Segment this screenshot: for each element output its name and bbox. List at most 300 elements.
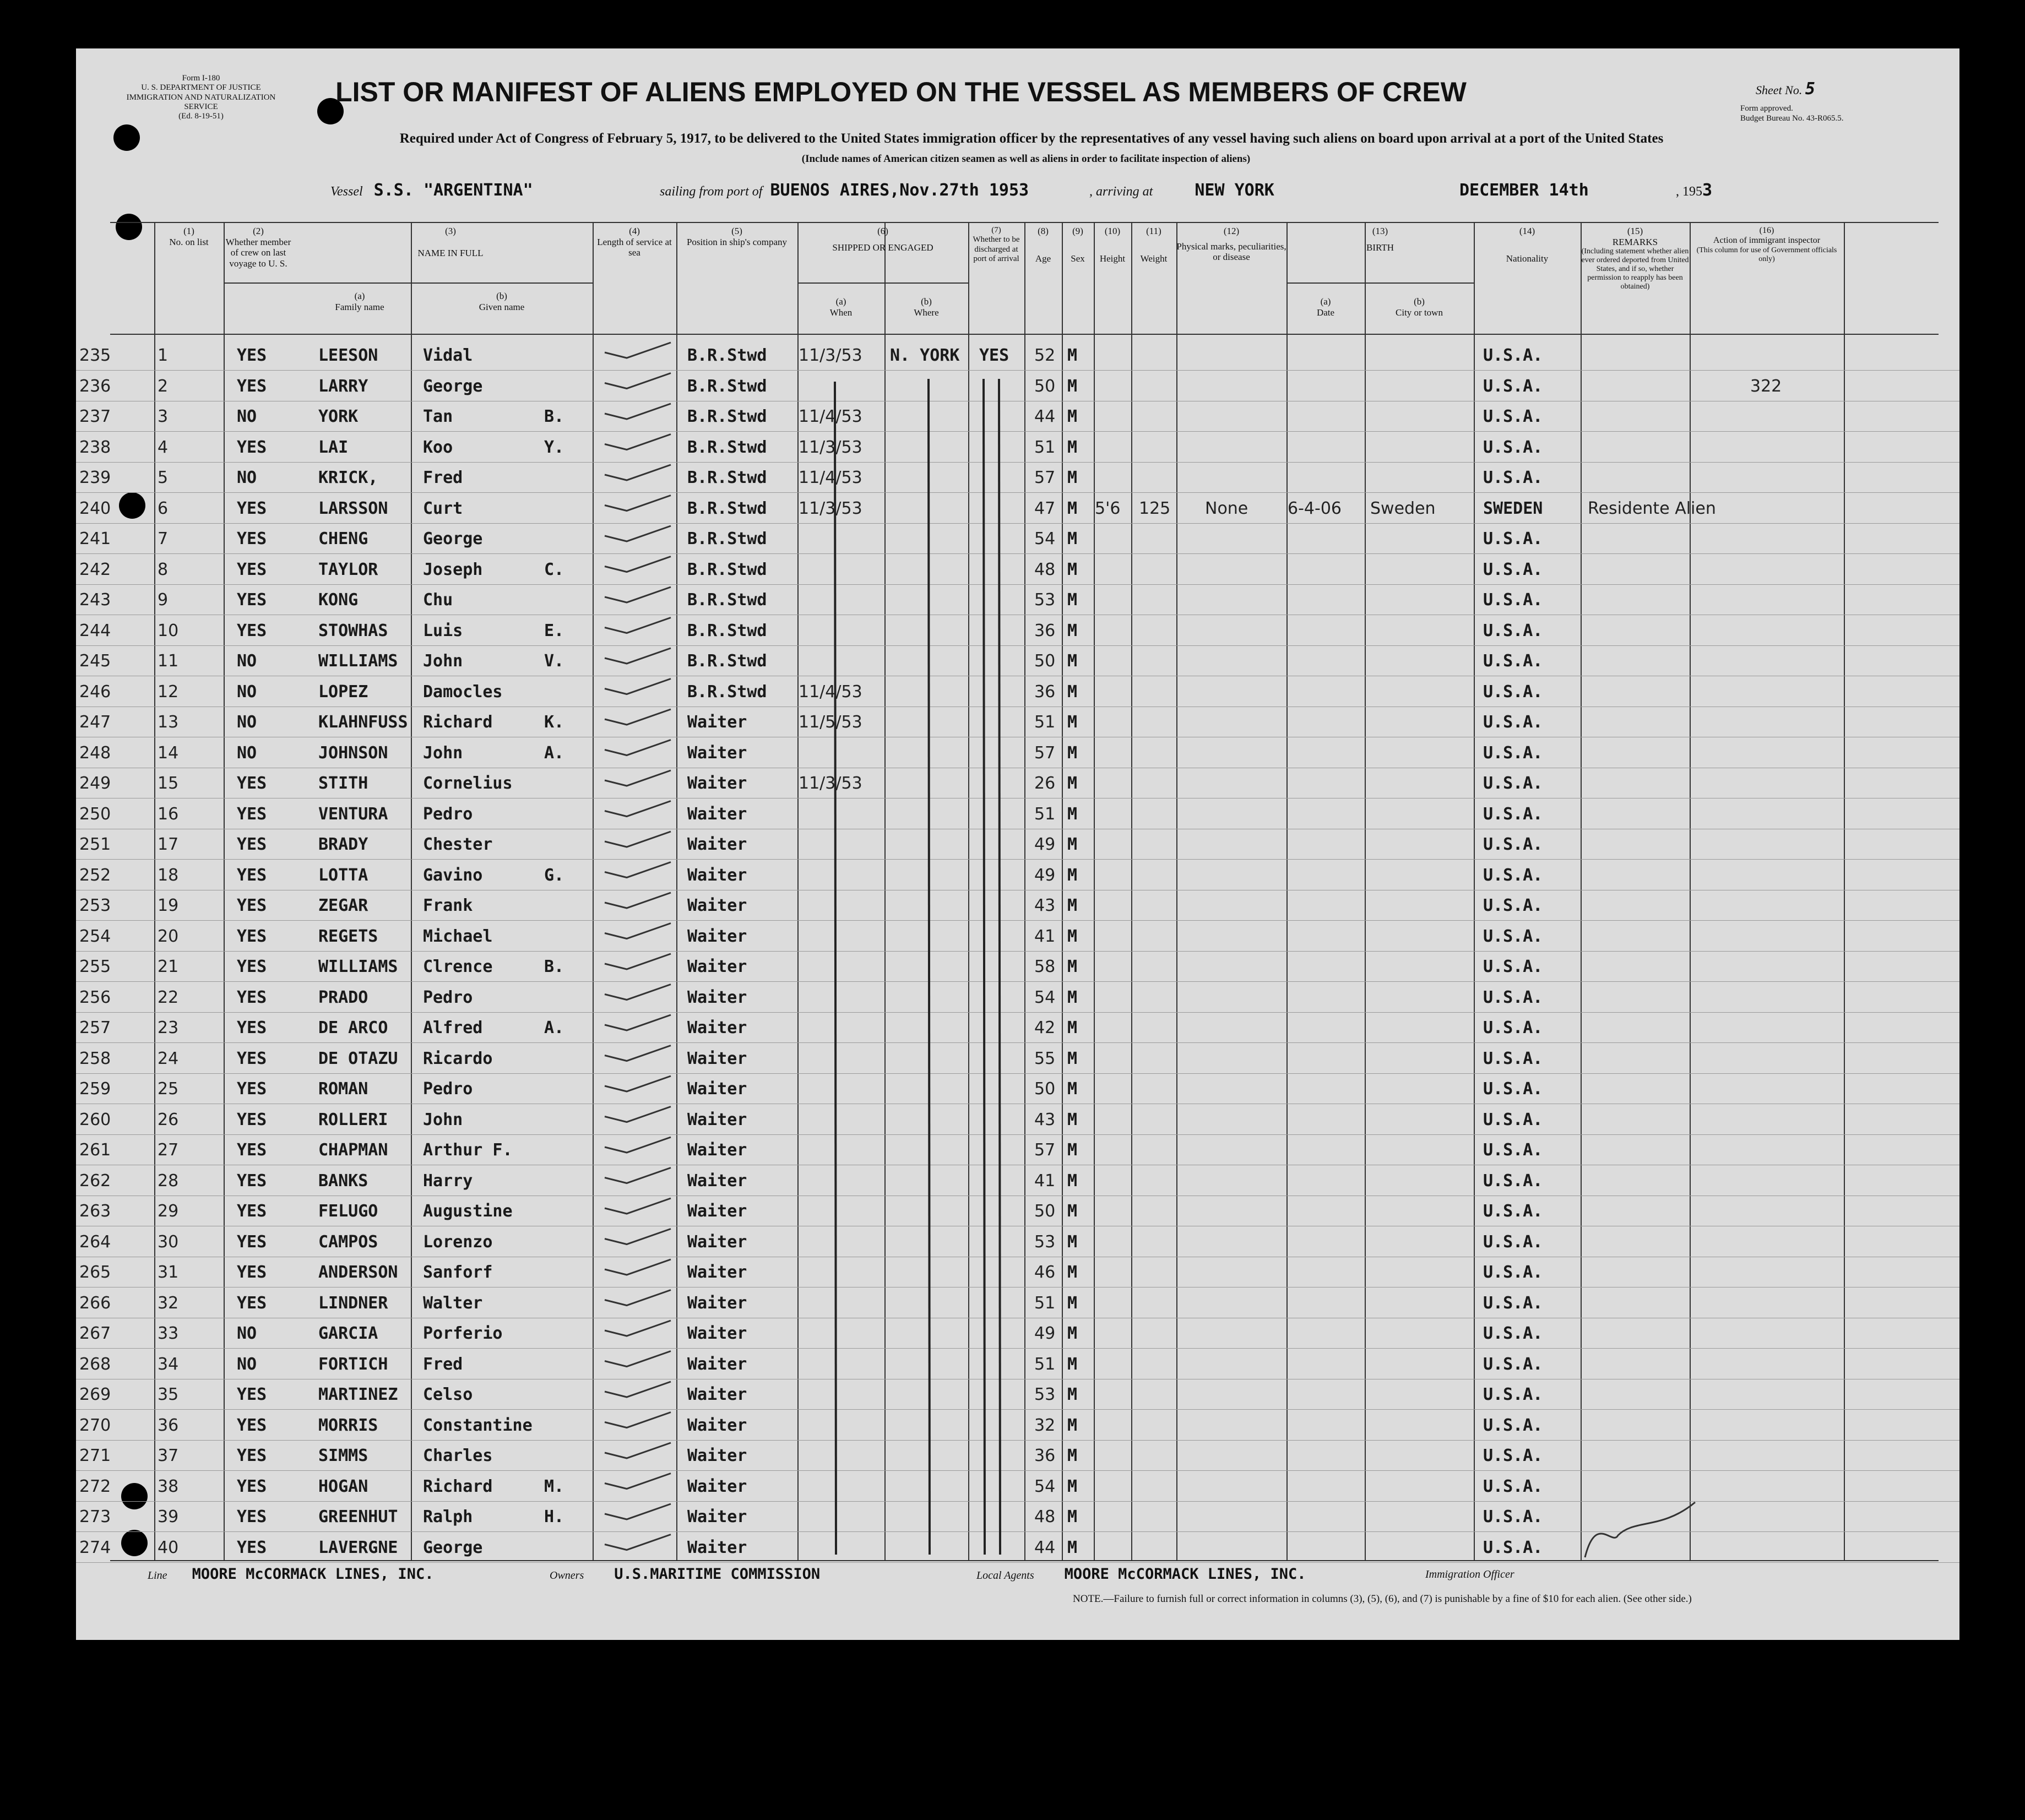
row-number: 3 [158,407,169,426]
row-position: Waiter [687,865,747,885]
row-initial: A. [544,743,564,763]
table-row [76,920,1959,952]
row-number: 36 [158,1415,179,1435]
row-sex: M [1067,1538,1078,1557]
row-nationality: U.S.A. [1483,774,1543,793]
row-ref-number: 274 [79,1538,111,1557]
row-nationality: U.S.A. [1483,376,1543,396]
row-given-name: Lorenzo [423,1232,493,1252]
row-nationality: U.S.A. [1483,1202,1543,1221]
row-shipped-when: 11/3/53 [799,437,862,457]
row-number: 33 [158,1324,179,1343]
row-ref-number: 271 [79,1446,111,1465]
table-row [76,767,1959,798]
row-birth-city: Sweden [1370,498,1436,518]
row-number: 39 [158,1507,179,1526]
row-sex: M [1067,713,1078,732]
row-number: 9 [158,590,169,610]
table-row [76,645,1959,676]
page-title: LIST OR MANIFEST OF ALIENS EMPLOYED ON THE VESSEL AS MEMBERS OF CREW [335,77,1467,107]
row-position: Waiter [687,1324,747,1343]
row-ref-number: 251 [79,835,111,854]
row-last-voyage: YES [237,1385,267,1404]
row-nationality: U.S.A. [1483,346,1543,365]
row-given-name: Porferio [423,1324,503,1343]
row-given-name: Sanforf [423,1263,493,1282]
row-last-voyage: YES [237,437,267,457]
row-last-voyage: YES [237,1079,267,1099]
row-shipped-when: 11/4/53 [799,407,862,426]
vessel-line: Vessel S.S. "ARGENTINA" [330,181,533,200]
row-last-voyage: YES [237,1446,267,1465]
row-ref-number: 267 [79,1324,111,1343]
row-ref-number: 255 [79,957,111,976]
row-last-voyage: YES [237,1048,267,1068]
col-header-birth-city: (b) City or town [1396,296,1443,318]
row-nationality: U.S.A. [1483,1507,1543,1526]
table-row [76,615,1959,646]
row-last-voyage: NO [237,682,257,702]
row-sex: M [1067,957,1078,976]
row-family-name: DE OTAZU [318,1048,398,1068]
row-given-name: Fred [423,1354,463,1374]
row-number: 14 [158,743,179,763]
row-last-voyage: NO [237,713,257,732]
row-number: 4 [158,437,169,457]
row-last-voyage: NO [237,1324,257,1343]
row-initial: H. [544,1507,564,1526]
row-age: 53 [1034,1385,1056,1404]
row-nationality: U.S.A. [1483,835,1543,854]
row-position: B.R.Stwd [687,590,767,610]
row-given-name: Richard [423,713,493,732]
subheader-rule [1286,282,1474,284]
row-nationality: U.S.A. [1483,1354,1543,1374]
row-last-voyage: YES [237,865,267,885]
row-last-voyage: YES [237,1202,267,1221]
row-age: 41 [1034,926,1056,946]
table-row [76,1042,1959,1074]
row-ref-number: 236 [79,376,111,396]
row-age: 36 [1034,1446,1056,1465]
row-age: 58 [1034,957,1056,976]
row-initial: C. [544,559,564,579]
row-age: 36 [1034,621,1056,640]
row-nationality: U.S.A. [1483,437,1543,457]
row-nationality: U.S.A. [1483,987,1543,1007]
row-initial: B. [544,407,564,426]
row-position: B.R.Stwd [687,529,767,548]
row-nationality: SWEDEN [1483,498,1543,518]
row-last-voyage: YES [237,774,267,793]
row-given-name: Fred [423,468,463,487]
row-last-voyage: YES [237,1110,267,1129]
table-row [76,339,1959,371]
row-sex: M [1067,1232,1078,1252]
row-family-name: FORTICH [318,1354,388,1374]
row-sex: M [1067,1446,1078,1465]
row-family-name: LINDNER [318,1293,388,1313]
row-position: Waiter [687,804,747,824]
row-last-voyage: YES [237,896,267,915]
row-position: Waiter [687,1354,747,1374]
row-number: 13 [158,713,179,732]
row-number: 35 [158,1385,179,1404]
row-shipped-when: 11/3/53 [799,498,862,518]
row-given-name: John [423,743,463,763]
row-age: 51 [1034,804,1056,824]
row-sex: M [1067,468,1078,487]
row-initial: K. [544,713,564,732]
row-nationality: U.S.A. [1483,1446,1543,1465]
row-last-voyage: NO [237,468,257,487]
row-number: 22 [158,987,179,1007]
row-given-name: Joseph [423,559,483,579]
row-given-name: Frank [423,896,473,915]
row-position: Waiter [687,1446,747,1465]
row-last-voyage: YES [237,1415,267,1435]
row-sex: M [1067,621,1078,640]
row-age: 54 [1034,1476,1056,1496]
footer-owners: Owners U.S.MARITIME COMMISSION [550,1566,821,1583]
row-sex: M [1067,346,1078,365]
include-note: (Include names of American citizen seamen as well as aliens in order to facilitate inspection of aliens) [801,153,1251,165]
row-number: 25 [158,1079,179,1099]
row-given-name: Curt [423,498,463,518]
row-ref-number: 243 [79,590,111,610]
row-position: B.R.Stwd [687,651,767,671]
row-position: Waiter [687,957,747,976]
row-nationality: U.S.A. [1483,896,1543,915]
row-given-name: Harry [423,1171,473,1191]
row-given-name: Pedro [423,987,473,1007]
row-family-name: CHENG [318,529,368,548]
row-family-name: YORK [318,407,359,426]
col-header-crew-last-voyage: (2) Whether member of crew on last voyage to U. S. [225,226,291,269]
row-shipped-when: 11/4/53 [799,682,862,702]
row-sex: M [1067,1171,1078,1191]
row-sex: M [1067,1048,1078,1068]
row-ref-number: 270 [79,1415,111,1435]
row-given-name: Chu [423,590,453,610]
row-ref-number: 272 [79,1476,111,1496]
row-ref-number: 240 [79,498,111,518]
row-last-voyage: YES [237,1018,267,1037]
footer-immigration-officer: Immigration Officer [1425,1568,1514,1580]
row-age: 55 [1034,1048,1056,1068]
arrival-date: DECEMBER 14th [1459,181,1589,200]
row-ref-number: 273 [79,1507,111,1526]
row-position: Waiter [687,1507,747,1526]
row-ref-number: 239 [79,468,111,487]
row-sex: M [1067,1324,1078,1343]
table-row [76,1226,1959,1257]
table-row [76,706,1959,737]
row-sex: M [1067,559,1078,579]
row-given-name: Clrence [423,957,493,976]
row-position: Waiter [687,774,747,793]
row-ref-number: 235 [79,346,111,365]
row-position: Waiter [687,987,747,1007]
row-number: 8 [158,559,169,579]
row-given-name: Pedro [423,1079,473,1099]
row-age: 32 [1034,1415,1056,1435]
row-position: Waiter [687,1110,747,1129]
row-nationality: U.S.A. [1483,1293,1543,1313]
row-age: 51 [1034,1293,1056,1313]
table-row [76,1134,1959,1165]
row-position: B.R.Stwd [687,346,767,365]
row-number: 24 [158,1048,179,1068]
row-ref-number: 264 [79,1232,111,1252]
row-number: 15 [158,774,179,793]
row-position: B.R.Stwd [687,468,767,487]
row-age: 47 [1034,498,1056,518]
row-given-name: Arthur F. [423,1140,513,1160]
row-given-name: George [423,529,483,548]
col-header-sex: (9) Sex [1071,226,1085,264]
row-position: Waiter [687,1385,747,1404]
col-header-shipped: (6) SHIPPED OR ENGAGED [832,226,933,253]
row-nationality: U.S.A. [1483,1048,1543,1068]
table-row [76,461,1959,493]
row-last-voyage: YES [237,835,267,854]
row-position: Waiter [687,1048,747,1068]
row-nationality: U.S.A. [1483,1018,1543,1037]
row-family-name: PRADO [318,987,368,1007]
row-family-name: CHAPMAN [318,1140,388,1160]
row-age: 49 [1034,835,1056,854]
row-age: 44 [1034,1538,1056,1557]
row-number: 38 [158,1476,179,1496]
row-family-name: LOPEZ [318,682,368,702]
row-age: 53 [1034,1232,1056,1252]
row-number: 40 [158,1538,179,1557]
row-sex: M [1067,1415,1078,1435]
row-initial: V. [544,651,564,671]
row-sex: M [1067,651,1078,671]
row-age: 36 [1034,682,1056,702]
footer-line: Line MOORE McCORMACK LINES, INC. [148,1566,434,1583]
row-given-name: Cornelius [423,774,513,793]
col-header-birth-date: (a) Date [1316,296,1335,318]
row-position: B.R.Stwd [687,376,767,396]
row-ref-number: 260 [79,1110,111,1129]
row-sex: M [1067,437,1078,457]
row-ref-number: 256 [79,987,111,1007]
row-family-name: KRICK, [318,468,378,487]
table-row [76,1073,1959,1104]
row-position: B.R.Stwd [687,621,767,640]
row-given-name: George [423,376,483,396]
row-sex: M [1067,1263,1078,1282]
row-family-name: STITH [318,774,368,793]
row-given-name: Chester [423,835,493,854]
row-position: Waiter [687,926,747,946]
row-last-voyage: YES [237,926,267,946]
table-row [76,584,1959,615]
row-family-name: FELUGO [318,1202,378,1221]
row-family-name: KLAHNFUSS [318,713,408,732]
row-number: 30 [158,1232,179,1252]
row-sex: M [1067,529,1078,548]
row-family-name: ROLLERI [318,1110,388,1129]
table-row [76,798,1959,829]
row-number: 17 [158,835,179,854]
row-sex: M [1067,865,1078,885]
row-remarks: Residente Alien [1588,498,1716,518]
row-number: 28 [158,1171,179,1191]
row-age: 43 [1034,1110,1056,1129]
row-family-name: MORRIS [318,1415,378,1435]
subheader-rule [797,282,968,284]
row-position: Waiter [687,1415,747,1435]
row-age: 54 [1034,987,1056,1007]
col-header-discharged: (7) Whether to be discharged at port of arrival [973,226,1020,263]
row-given-name: Michael [423,926,493,946]
row-initial: M. [544,1476,564,1496]
row-given-name: Koo [423,437,453,457]
table-row [76,1439,1959,1471]
row-position: Waiter [687,1079,747,1099]
row-family-name: LARSSON [318,498,388,518]
row-nationality: U.S.A. [1483,1538,1543,1557]
row-ref-number: 254 [79,926,111,946]
row-initial: A. [544,1018,564,1037]
row-number: 20 [158,926,179,946]
col-header-birth: (13) BIRTH [1366,226,1394,253]
row-last-voyage: NO [237,743,257,763]
row-number: 21 [158,957,179,976]
row-family-name: LOTTA [318,865,368,885]
row-ref-number: 242 [79,559,111,579]
row-family-name: JOHNSON [318,743,388,763]
row-family-name: KONG [318,590,359,610]
col-header-length-service: (4) Length of service at sea [597,226,672,258]
table-row [76,1470,1959,1502]
row-age: 51 [1034,437,1056,457]
row-nationality: U.S.A. [1483,590,1543,610]
row-family-name: BANKS [318,1171,368,1191]
row-sex: M [1067,1293,1078,1313]
row-position: Waiter [687,1293,747,1313]
row-family-name: LAI [318,437,349,457]
row-age: 50 [1034,1202,1056,1221]
row-shipped-when: 11/5/53 [799,713,862,732]
row-nationality: U.S.A. [1483,1385,1543,1404]
row-given-name: Augustine [423,1202,513,1221]
row-position: B.R.Stwd [687,559,767,579]
col-header-nationality: (14) Nationality [1506,226,1549,264]
table-row [76,1195,1959,1226]
table-row [76,1409,1959,1441]
row-last-voyage: YES [237,559,267,579]
row-sex: M [1067,682,1078,702]
table-row [76,889,1959,921]
row-sex: M [1067,498,1078,518]
punch-hole [116,214,142,240]
subheader-rule [224,282,593,284]
row-position: Waiter [687,835,747,854]
row-sex: M [1067,590,1078,610]
row-nationality: U.S.A. [1483,651,1543,671]
row-nationality: U.S.A. [1483,1079,1543,1099]
row-action: 322 [1750,376,1782,396]
table-row [76,1501,1959,1532]
row-nationality: U.S.A. [1483,1232,1543,1252]
row-age: 57 [1034,1140,1056,1160]
row-number: 26 [158,1110,179,1129]
row-age: 46 [1034,1263,1056,1282]
row-ref-number: 265 [79,1263,111,1282]
row-number: 5 [158,468,169,487]
row-position: Waiter [687,1263,747,1282]
row-number: 18 [158,865,179,885]
col-header-name: (3) NAME IN FULL [417,226,484,258]
row-family-name: ZEGAR [318,896,368,915]
row-ref-number: 248 [79,743,111,763]
row-sex: M [1067,1385,1078,1404]
row-given-name: Vidal [423,346,473,365]
form-id: Form I-180 U. S. DEPARTMENT OF JUSTICE IMMIGRATION AND NATURALIZATION SERVICE (Ed. 8-19-51) [126,74,276,121]
row-nationality: U.S.A. [1483,1476,1543,1496]
row-number: 7 [158,529,169,548]
row-position: Waiter [687,896,747,915]
row-family-name: MARTINEZ [318,1385,398,1404]
row-nationality: U.S.A. [1483,1324,1543,1343]
col-header-physical-marks: (12) Physical marks, peculiarities, or disease [1176,226,1286,263]
row-family-name: WILLIAMS [318,957,398,976]
row-sex: M [1067,774,1078,793]
row-sex: M [1067,407,1078,426]
row-nationality: U.S.A. [1483,529,1543,548]
row-last-voyage: NO [237,1354,257,1374]
table-row [76,737,1959,768]
row-nationality: U.S.A. [1483,559,1543,579]
row-initial: G. [544,865,564,885]
row-last-voyage: YES [237,1538,267,1557]
row-age: 49 [1034,865,1056,885]
row-number: 34 [158,1354,179,1374]
table-row [76,1531,1959,1563]
row-ref-number: 263 [79,1202,111,1221]
act-statement: Required under Act of Congress of February 5, 1917, to be delivered to the United States immigration officer by the representatives of any vessel having such aliens on board upon arrival at a port of the United States [399,131,1664,146]
row-nationality: U.S.A. [1483,407,1543,426]
table-row [76,676,1959,707]
row-given-name: Pedro [423,804,473,824]
row-family-name: WILLIAMS [318,651,398,671]
table-row [76,1256,1959,1287]
row-number: 2 [158,376,169,396]
row-shipped-when: 11/3/53 [799,774,862,793]
row-last-voyage: YES [237,1140,267,1160]
row-ref-number: 261 [79,1140,111,1160]
row-sex: M [1067,1507,1078,1526]
row-physical-marks: None [1205,498,1248,518]
table-row [76,431,1959,463]
row-sex: M [1067,804,1078,824]
footer-local-agents: Local Agents MOORE McCORMACK LINES, INC. [976,1566,1306,1583]
row-sex: M [1067,1018,1078,1037]
row-birth-date: 6-4-06 [1288,498,1342,518]
row-number: 23 [158,1018,179,1037]
row-age: 53 [1034,590,1056,610]
row-nationality: U.S.A. [1483,743,1543,763]
row-nationality: U.S.A. [1483,1140,1543,1160]
row-nationality: U.S.A. [1483,468,1543,487]
row-ref-number: 252 [79,865,111,885]
row-nationality: U.S.A. [1483,1171,1543,1191]
